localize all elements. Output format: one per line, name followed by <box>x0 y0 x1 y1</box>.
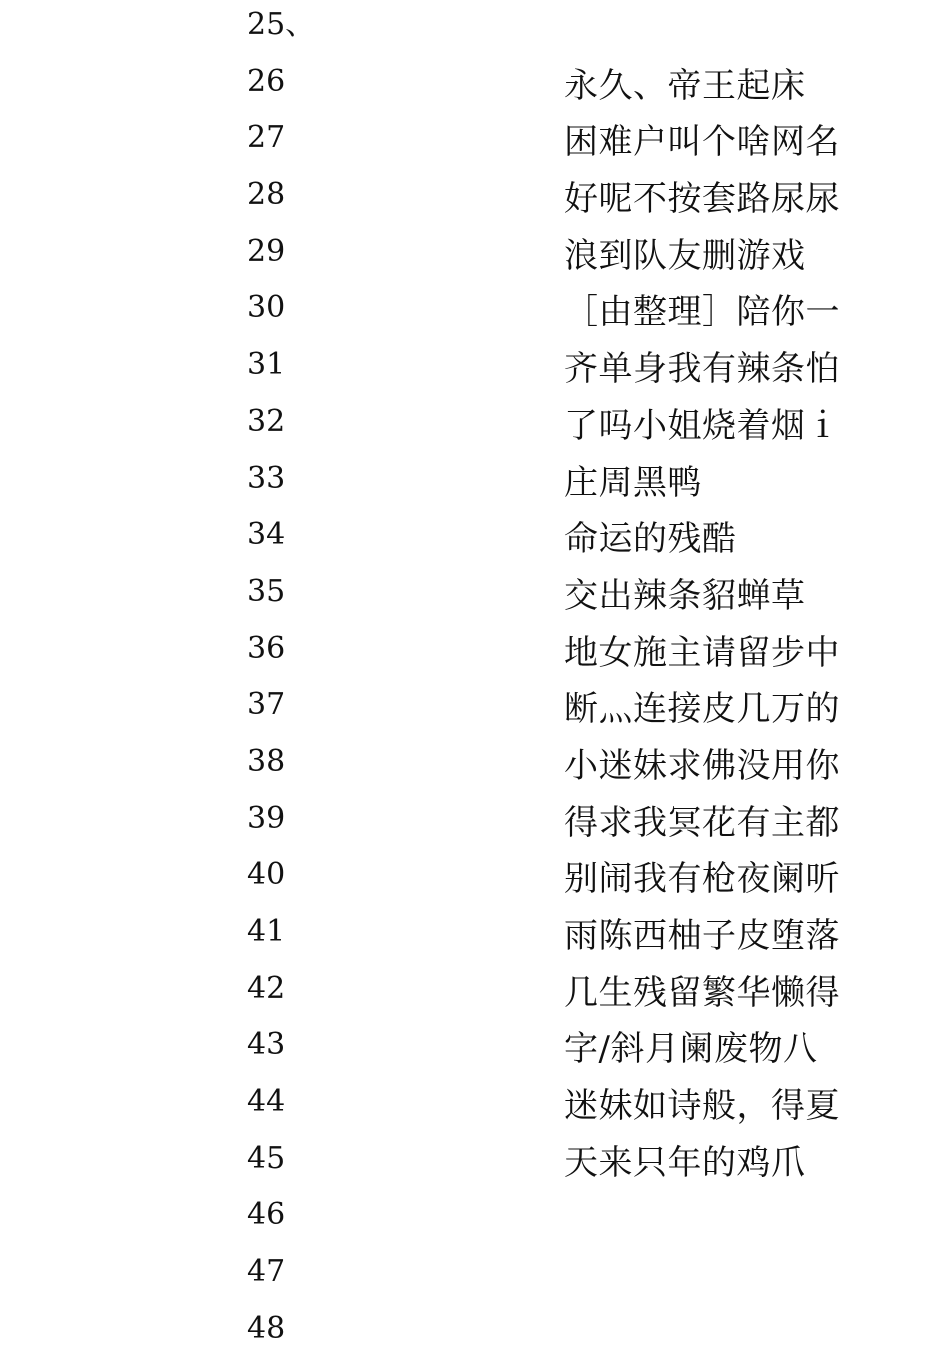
list-row-41 <box>0 911 950 968</box>
line-number: 29 <box>247 233 286 269</box>
line-number: 39 <box>247 800 286 836</box>
list-row-38 <box>0 741 950 798</box>
line-number: 31 <box>247 347 286 383</box>
list-row-25 <box>0 4 950 61</box>
line-text: 永久、帝王起床 <box>564 65 806 106</box>
list-row-37 <box>0 684 950 741</box>
line-number: 40 <box>247 857 286 893</box>
line-text: ［由整理］陪你一 <box>564 292 840 333</box>
line-number: 38 <box>247 743 286 779</box>
line-number: 25、 <box>247 7 316 42</box>
line-number: 43 <box>247 1027 286 1063</box>
line-text: 得求我冥花有主都 <box>564 802 840 843</box>
list-row-44 <box>0 1081 950 1138</box>
list-row-32 <box>0 401 950 458</box>
line-text: 庄周黑鸭 <box>564 462 702 503</box>
list-row-34 <box>0 514 950 571</box>
list-row-26 <box>0 61 950 118</box>
line-text: 齐单身我有辣条怕 <box>564 349 840 390</box>
list-row-30 <box>0 287 950 344</box>
list-row-27 <box>0 117 950 174</box>
line-text: 天来只年的鸡爪 <box>564 1142 806 1183</box>
line-text: 字/斜月阑废物八 <box>564 1029 818 1070</box>
line-text: 命运的残酷 <box>564 519 737 560</box>
line-number: 48 <box>247 1310 286 1346</box>
line-text: 雨陈西柚子皮堕落 <box>564 916 840 956</box>
line-text: 几生残留繁华懒得 <box>564 972 840 1013</box>
line-number: 45 <box>247 1140 286 1176</box>
line-text: 浪到队友删游戏 <box>564 235 806 276</box>
list-row-42 <box>0 968 950 1025</box>
line-number: 34 <box>247 517 286 553</box>
line-text: 断灬连接皮几万的 <box>564 689 840 730</box>
list-row-48 <box>0 1308 950 1365</box>
line-text: 好呢不按套路尿尿 <box>564 179 840 220</box>
line-number: 35 <box>247 573 286 609</box>
list-row-47 <box>0 1251 950 1308</box>
line-number: 28 <box>247 177 286 213</box>
line-text: 迷妹如诗般，得夏 <box>564 1086 840 1127</box>
line-number: 46 <box>247 1197 286 1233</box>
line-number: 41 <box>247 914 286 949</box>
list-row-31 <box>0 344 950 401</box>
list-row-36 <box>0 628 950 685</box>
list-row-43 <box>0 1024 950 1081</box>
line-text: 小迷妹求佛没用你 <box>564 745 840 786</box>
line-text: 地女施主请留步中 <box>564 632 840 673</box>
list-row-33 <box>0 458 950 515</box>
list-row-28 <box>0 174 950 231</box>
line-text: 困难户叫个啥网名 <box>564 122 840 163</box>
list-row-39 <box>0 798 950 855</box>
list-row-35 <box>0 571 950 628</box>
line-text: 别闹我有枪夜阑听 <box>564 859 840 900</box>
line-number: 26 <box>247 63 286 99</box>
list-row-29 <box>0 231 950 288</box>
line-number: 36 <box>247 630 286 666</box>
line-number: 30 <box>247 290 286 326</box>
line-text: 交出辣条貂蝉草 <box>564 575 806 616</box>
line-number: 37 <box>247 687 286 723</box>
list-row-46 <box>0 1194 950 1251</box>
line-number: 27 <box>247 120 286 156</box>
line-number: 32 <box>247 403 286 439</box>
line-text: 了吗小姐烧着烟ｉ <box>564 405 840 446</box>
line-number: 42 <box>247 970 286 1006</box>
list-row-40 <box>0 854 950 911</box>
line-number: 33 <box>247 460 286 496</box>
list-row-45 <box>0 1138 950 1195</box>
line-number: 47 <box>247 1254 286 1290</box>
line-number: 44 <box>247 1084 286 1120</box>
numbered-list <box>0 4 950 1365</box>
